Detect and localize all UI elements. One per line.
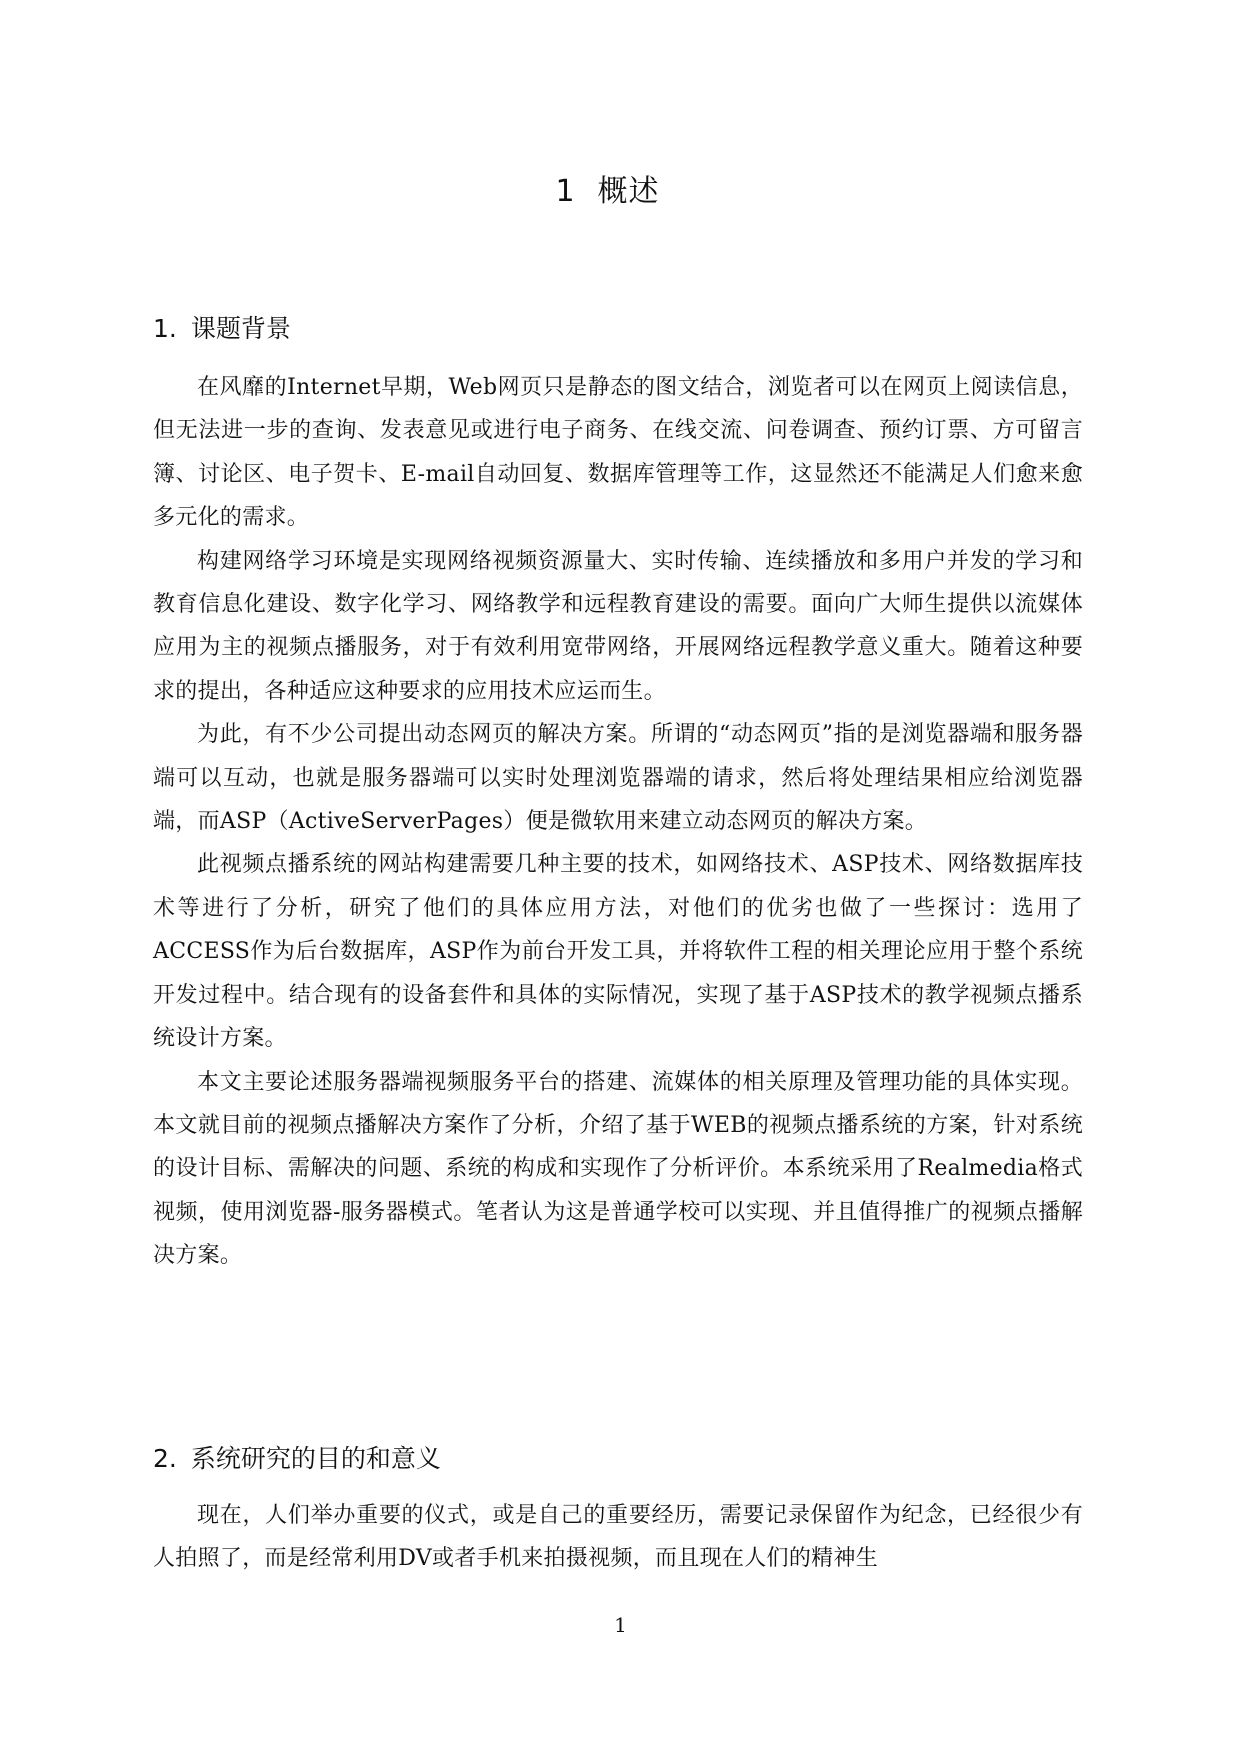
chapter-title-text: 概述 xyxy=(597,174,660,209)
section-number: 1. xyxy=(153,314,177,343)
paragraph: 此视频点播系统的网站构建需要几种主要的技术，如网络技术、ASP技术、网络数据库技术等进行了分析，研究了他们的具体应用方法，对他们的优劣也做了一些探讨：选用了ACCESS作为后台数据库，ASP作为前台开发工具，并将软件工程的相关理论应用于整个系统开发过程中。结合现有的设备套件和具体的实际情况，实现了基于ASP技术的教学视频点播系统设计方案。 xyxy=(153,852,1083,1052)
section-body-background xyxy=(153,366,1083,1278)
paragraph: 构建网络学习环境是实现网络视频资源量大、实时传输、连续播放和多用户并发的学习和教育信息化建设、数字化学习、网络教学和远程教育建设的需要。面向广大师生提供以流媒体应用为主的视频点播服务，对于有效利用宽带网络，开展网络远程教学意义重大。随着这种要求的提出，各种适应这种要求的应用技术应运而生。 xyxy=(153,548,1083,704)
section-heading-background xyxy=(153,312,291,346)
section-title: 课题背景 xyxy=(190,314,291,343)
section-title: 系统研究的目的和意义 xyxy=(190,1444,441,1473)
section-heading-purpose xyxy=(153,1442,441,1476)
chapter-title xyxy=(0,172,1215,212)
section-number: 2. xyxy=(153,1444,177,1473)
section-body-purpose xyxy=(153,1494,1083,1581)
paragraph: 在风靡的Internet早期，Web网页只是静态的图文结合，浏览者可以在网页上阅读信息，但无法进一步的查询、发表意见或进行电子商务、在线交流、问卷调查、预约订票、方可留言簿、讨论区、电子贺卡、E-mail自动回复、数据库管理等工作，这显然还不能满足人们愈来愈多元化的需求。 xyxy=(153,375,1083,531)
page-number: 1 xyxy=(614,1613,627,1637)
chapter-number: 1 xyxy=(555,174,576,209)
paragraph: 本文主要论述服务器端视频服务平台的搭建、流媒体的相关原理及管理功能的具体实现。本文就目前的视频点播解决方案作了分析，介绍了基于WEB的视频点播系统的方案，针对系统的设计目标、需解决的问题、系统的构成和实现作了分析评价。本系统采用了Realmedia格式视频，使用浏览器-服务器模式。笔者认为这是普通学校可以实现、并且值得推广的视频点播解决方案。 xyxy=(153,1069,1083,1269)
paragraph: 为此，有不少公司提出动态网页的解决方案。所谓的“动态网页”指的是浏览器端和服务器端可以互动，也就是服务器端可以实时处理浏览器端的请求，然后将处理结果相应给浏览器端，而ASP（ActiveServerPages）便是微软用来建立动态网页的解决方案。 xyxy=(153,722,1083,835)
paragraph: 现在，人们举办重要的仪式，或是自己的重要经历，需要记录保留作为纪念，已经很少有人拍照了，而是经常利用DV或者手机来拍摄视频，而且现在人们的精神生 xyxy=(153,1503,1083,1572)
